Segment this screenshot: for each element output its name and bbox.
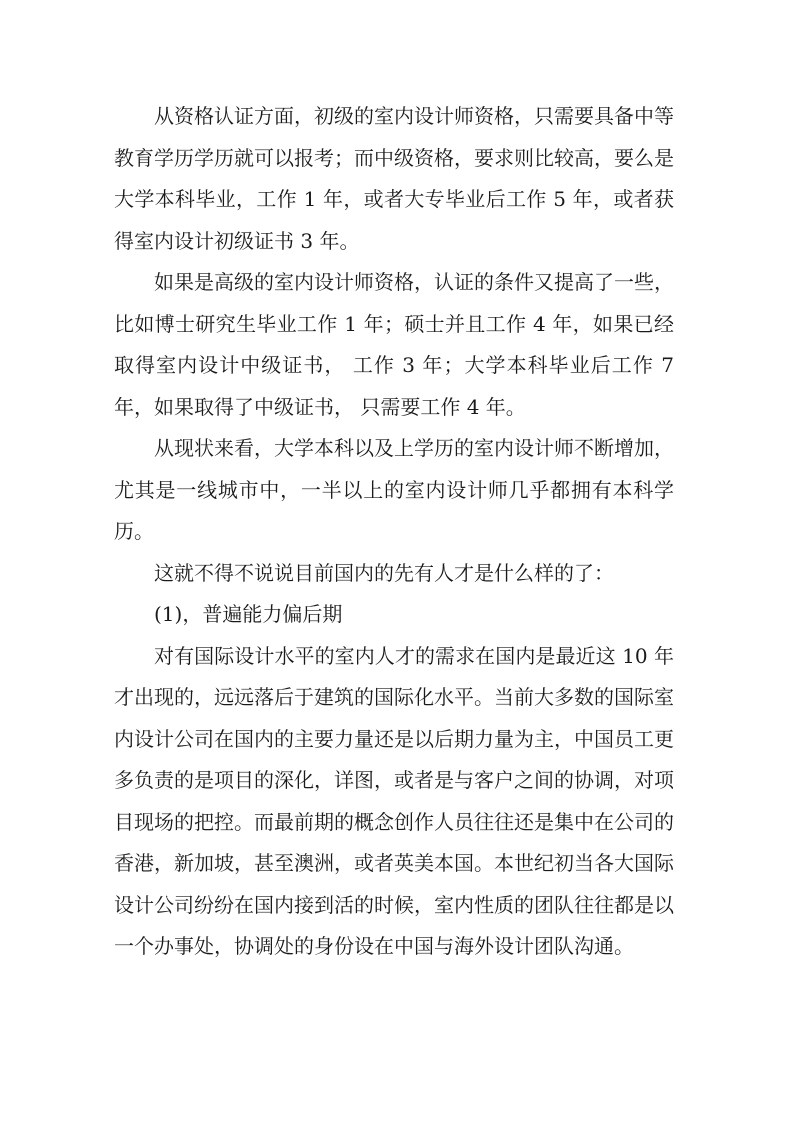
paragraph-certification: 从资格认证方面，初级的室内设计师资格，只需要具备中等教育学历学历就可以报考；而中级资格，要求则比较高，要么是大学本科毕业，工作 1 年，或者大专毕业后工作 5 年，或者获得室内设计初级证书 3 年。 <box>114 104 674 253</box>
paragraph-senior-qualification: 如果是高级的室内设计师资格，认证的条件又提高了一些，比如博士研究生毕业工作 1 年；硕士并且工作 4 年，如果已经取得室内设计中级证书， 工作 3 年；大学本科毕业后工作 7 年，如果取得了中级证书， 只需要工作 4 年。 <box>114 270 674 419</box>
paragraph-international-design: 对有国际设计水平的室内人才的需求在国内是最近这 10 年才出现的，远远落后于建筑的国际化水平。当前大多数的国际室内设计公司在国内的主要力量还是以后期力量为主，中国员工更多负责的是项目的深化，详图，或者是与客户之间的协调，对项目现场的把控。而最前期的概念创作人员往往还是集中在公司的香港，新加坡，甚至澳洲，或者英美本国。本世纪初当各大国际设计公司纷纷在国内接到活的时候，室内性质的团队往往都是以一个办事处，协调处的身份设在中国与海外设计团队沟通。 <box>114 643 674 958</box>
document-body <box>114 96 674 968</box>
section-heading-late-stage: (1)，普遍能力偏后期 <box>154 602 343 626</box>
paragraph-talent-intro: 这就不得不说说目前国内的先有人才是什么样的了： <box>154 560 614 585</box>
paragraph-current-status: 从现状来看，大学本科以及上学历的室内设计师不断增加，尤其是一线城市中，一半以上的室内设计师几乎都拥有本科学历。 <box>114 436 674 543</box>
